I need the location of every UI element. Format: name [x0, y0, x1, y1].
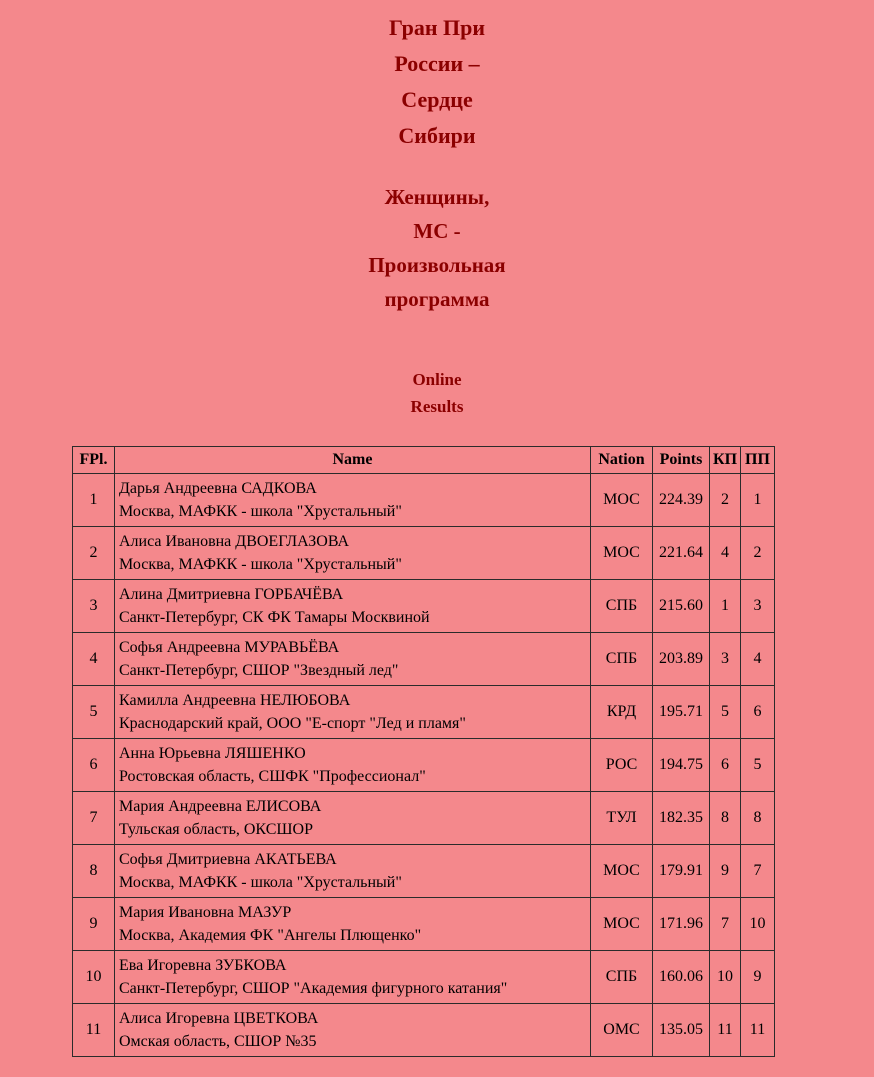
cell-nation: МОС: [591, 898, 653, 951]
skater-club: Москва, МАФКК - школа "Хрустальный": [119, 503, 402, 520]
cell-nation: КРД: [591, 686, 653, 739]
cell-rank: 8: [73, 845, 115, 898]
event-title-line-3: Сердце: [401, 87, 473, 112]
skater-name: Мария Ивановна МАЗУР: [119, 904, 292, 921]
cell-name: [115, 474, 591, 527]
cell-free-program-rank: 8: [741, 792, 775, 845]
cell-free-program-rank: 7: [741, 845, 775, 898]
category-title-line-2: МС -: [413, 219, 461, 243]
cell-rank: 4: [73, 633, 115, 686]
cell-short-program-rank: 9: [710, 845, 741, 898]
event-title: [0, 0, 874, 154]
online-results-line-2: Results: [410, 397, 464, 416]
cell-free-program-rank: 6: [741, 686, 775, 739]
cell-points: 215.60: [653, 580, 710, 633]
cell-short-program-rank: 10: [710, 951, 741, 1004]
cell-nation: МОС: [591, 474, 653, 527]
table-row: [73, 633, 775, 686]
table-row: [73, 686, 775, 739]
cell-short-program-rank: 1: [710, 580, 741, 633]
cell-free-program-rank: 10: [741, 898, 775, 951]
skater-name: Ева Игоревна ЗУБКОВА: [119, 957, 287, 974]
skater-club: Омская область, СШОР №35: [119, 1033, 317, 1050]
cell-rank: 7: [73, 792, 115, 845]
cell-free-program-rank: 9: [741, 951, 775, 1004]
category-title-line-1: Женщины,: [384, 185, 490, 209]
cell-points: 221.64: [653, 527, 710, 580]
cell-short-program-rank: 2: [710, 474, 741, 527]
cell-points: 182.35: [653, 792, 710, 845]
table-row: [73, 739, 775, 792]
cell-short-program-rank: 4: [710, 527, 741, 580]
cell-short-program-rank: 11: [710, 1004, 741, 1057]
online-results-line-1: Online: [412, 370, 462, 389]
cell-rank: 1: [73, 474, 115, 527]
header-name: Name: [115, 447, 591, 474]
cell-points: 160.06: [653, 951, 710, 1004]
skater-club: Краснодарский край, ООО "Е-спорт "Лед и пламя": [119, 715, 466, 732]
cell-nation: ТУЛ: [591, 792, 653, 845]
cell-points: 179.91: [653, 845, 710, 898]
cell-points: 194.75: [653, 739, 710, 792]
skater-name: Софья Андреевна МУРАВЬЁВА: [119, 639, 340, 656]
skater-name: Анна Юрьевна ЛЯШЕНКО: [119, 745, 306, 762]
cell-free-program-rank: 2: [741, 527, 775, 580]
event-title-line-2: России –: [394, 51, 480, 76]
cell-name: [115, 527, 591, 580]
skater-name: Софья Дмитриевна АКАТЬЕВА: [119, 851, 337, 868]
cell-nation: СПБ: [591, 633, 653, 686]
cell-nation: ОМС: [591, 1004, 653, 1057]
cell-free-program-rank: 3: [741, 580, 775, 633]
skater-club: Санкт-Петербург, СК ФК Тамары Москвиной: [119, 609, 430, 626]
event-title-line-4: Сибири: [398, 123, 476, 148]
cell-name: [115, 898, 591, 951]
category-title: [0, 180, 874, 316]
cell-short-program-rank: 7: [710, 898, 741, 951]
skater-club: Ростовская область, СШФК "Профессионал": [119, 768, 426, 785]
cell-nation: МОС: [591, 527, 653, 580]
cell-name: [115, 845, 591, 898]
cell-name: [115, 951, 591, 1004]
cell-name: [115, 633, 591, 686]
skater-club: Москва, МАФКК - школа "Хрустальный": [119, 874, 402, 891]
cell-free-program-rank: 5: [741, 739, 775, 792]
table-row: [73, 951, 775, 1004]
table-row: [73, 474, 775, 527]
cell-name: [115, 739, 591, 792]
cell-rank: 11: [73, 1004, 115, 1057]
skater-club: Тульская область, ОКСШОР: [119, 821, 313, 838]
category-title-line-3: Произвольная: [368, 253, 506, 277]
table-row: [73, 898, 775, 951]
cell-nation: РОС: [591, 739, 653, 792]
category-title-line-4: программа: [384, 287, 490, 311]
skater-club: Санкт-Петербург, СШОР "Академия фигурного катания": [119, 980, 508, 997]
skater-club: Москва, Академия ФК "Ангелы Плющенко": [119, 927, 422, 944]
cell-short-program-rank: 3: [710, 633, 741, 686]
header-points: Points: [653, 447, 710, 474]
cell-name: [115, 792, 591, 845]
header-fpl: FPl.: [73, 447, 115, 474]
cell-rank: 5: [73, 686, 115, 739]
skater-name: Камилла Андреевна НЕЛЮБОВА: [119, 692, 351, 709]
skater-club: Москва, МАФКК - школа "Хрустальный": [119, 556, 402, 573]
table-row: [73, 1004, 775, 1057]
table-row: [73, 580, 775, 633]
skater-name: Дарья Андреевна САДКОВА: [119, 480, 317, 497]
cell-name: [115, 580, 591, 633]
cell-rank: 6: [73, 739, 115, 792]
cell-rank: 2: [73, 527, 115, 580]
results-table-body: [73, 474, 775, 1057]
cell-short-program-rank: 5: [710, 686, 741, 739]
skater-name: Алина Дмитриевна ГОРБАЧЁВА: [119, 586, 344, 603]
skater-club: Санкт-Петербург, СШОР "Звездный лед": [119, 662, 399, 679]
cell-points: 224.39: [653, 474, 710, 527]
table-header-row: [73, 447, 775, 474]
cell-rank: 3: [73, 580, 115, 633]
results-table: [72, 446, 775, 1057]
cell-points: 195.71: [653, 686, 710, 739]
skater-name: Мария Андреевна ЕЛИСОВА: [119, 798, 322, 815]
cell-nation: МОС: [591, 845, 653, 898]
cell-name: [115, 1004, 591, 1057]
online-results-title: [0, 366, 874, 420]
cell-rank: 10: [73, 951, 115, 1004]
table-row: [73, 792, 775, 845]
cell-points: 135.05: [653, 1004, 710, 1057]
cell-nation: СПБ: [591, 580, 653, 633]
cell-free-program-rank: 4: [741, 633, 775, 686]
cell-short-program-rank: 6: [710, 739, 741, 792]
cell-name: [115, 686, 591, 739]
cell-free-program-rank: 1: [741, 474, 775, 527]
cell-short-program-rank: 8: [710, 792, 741, 845]
header-nation: Nation: [591, 447, 653, 474]
event-title-line-1: Гран При: [388, 15, 486, 40]
skater-name: Алиса Ивановна ДВОЕГЛАЗОВА: [119, 533, 350, 550]
cell-nation: СПБ: [591, 951, 653, 1004]
skater-name: Алиса Игоревна ЦВЕТКОВА: [119, 1010, 319, 1027]
cell-points: 203.89: [653, 633, 710, 686]
cell-rank: 9: [73, 898, 115, 951]
header-kp: КП: [710, 447, 741, 474]
cell-free-program-rank: 11: [741, 1004, 775, 1057]
table-row: [73, 845, 775, 898]
cell-points: 171.96: [653, 898, 710, 951]
table-row: [73, 527, 775, 580]
header-pp: ПП: [741, 447, 775, 474]
